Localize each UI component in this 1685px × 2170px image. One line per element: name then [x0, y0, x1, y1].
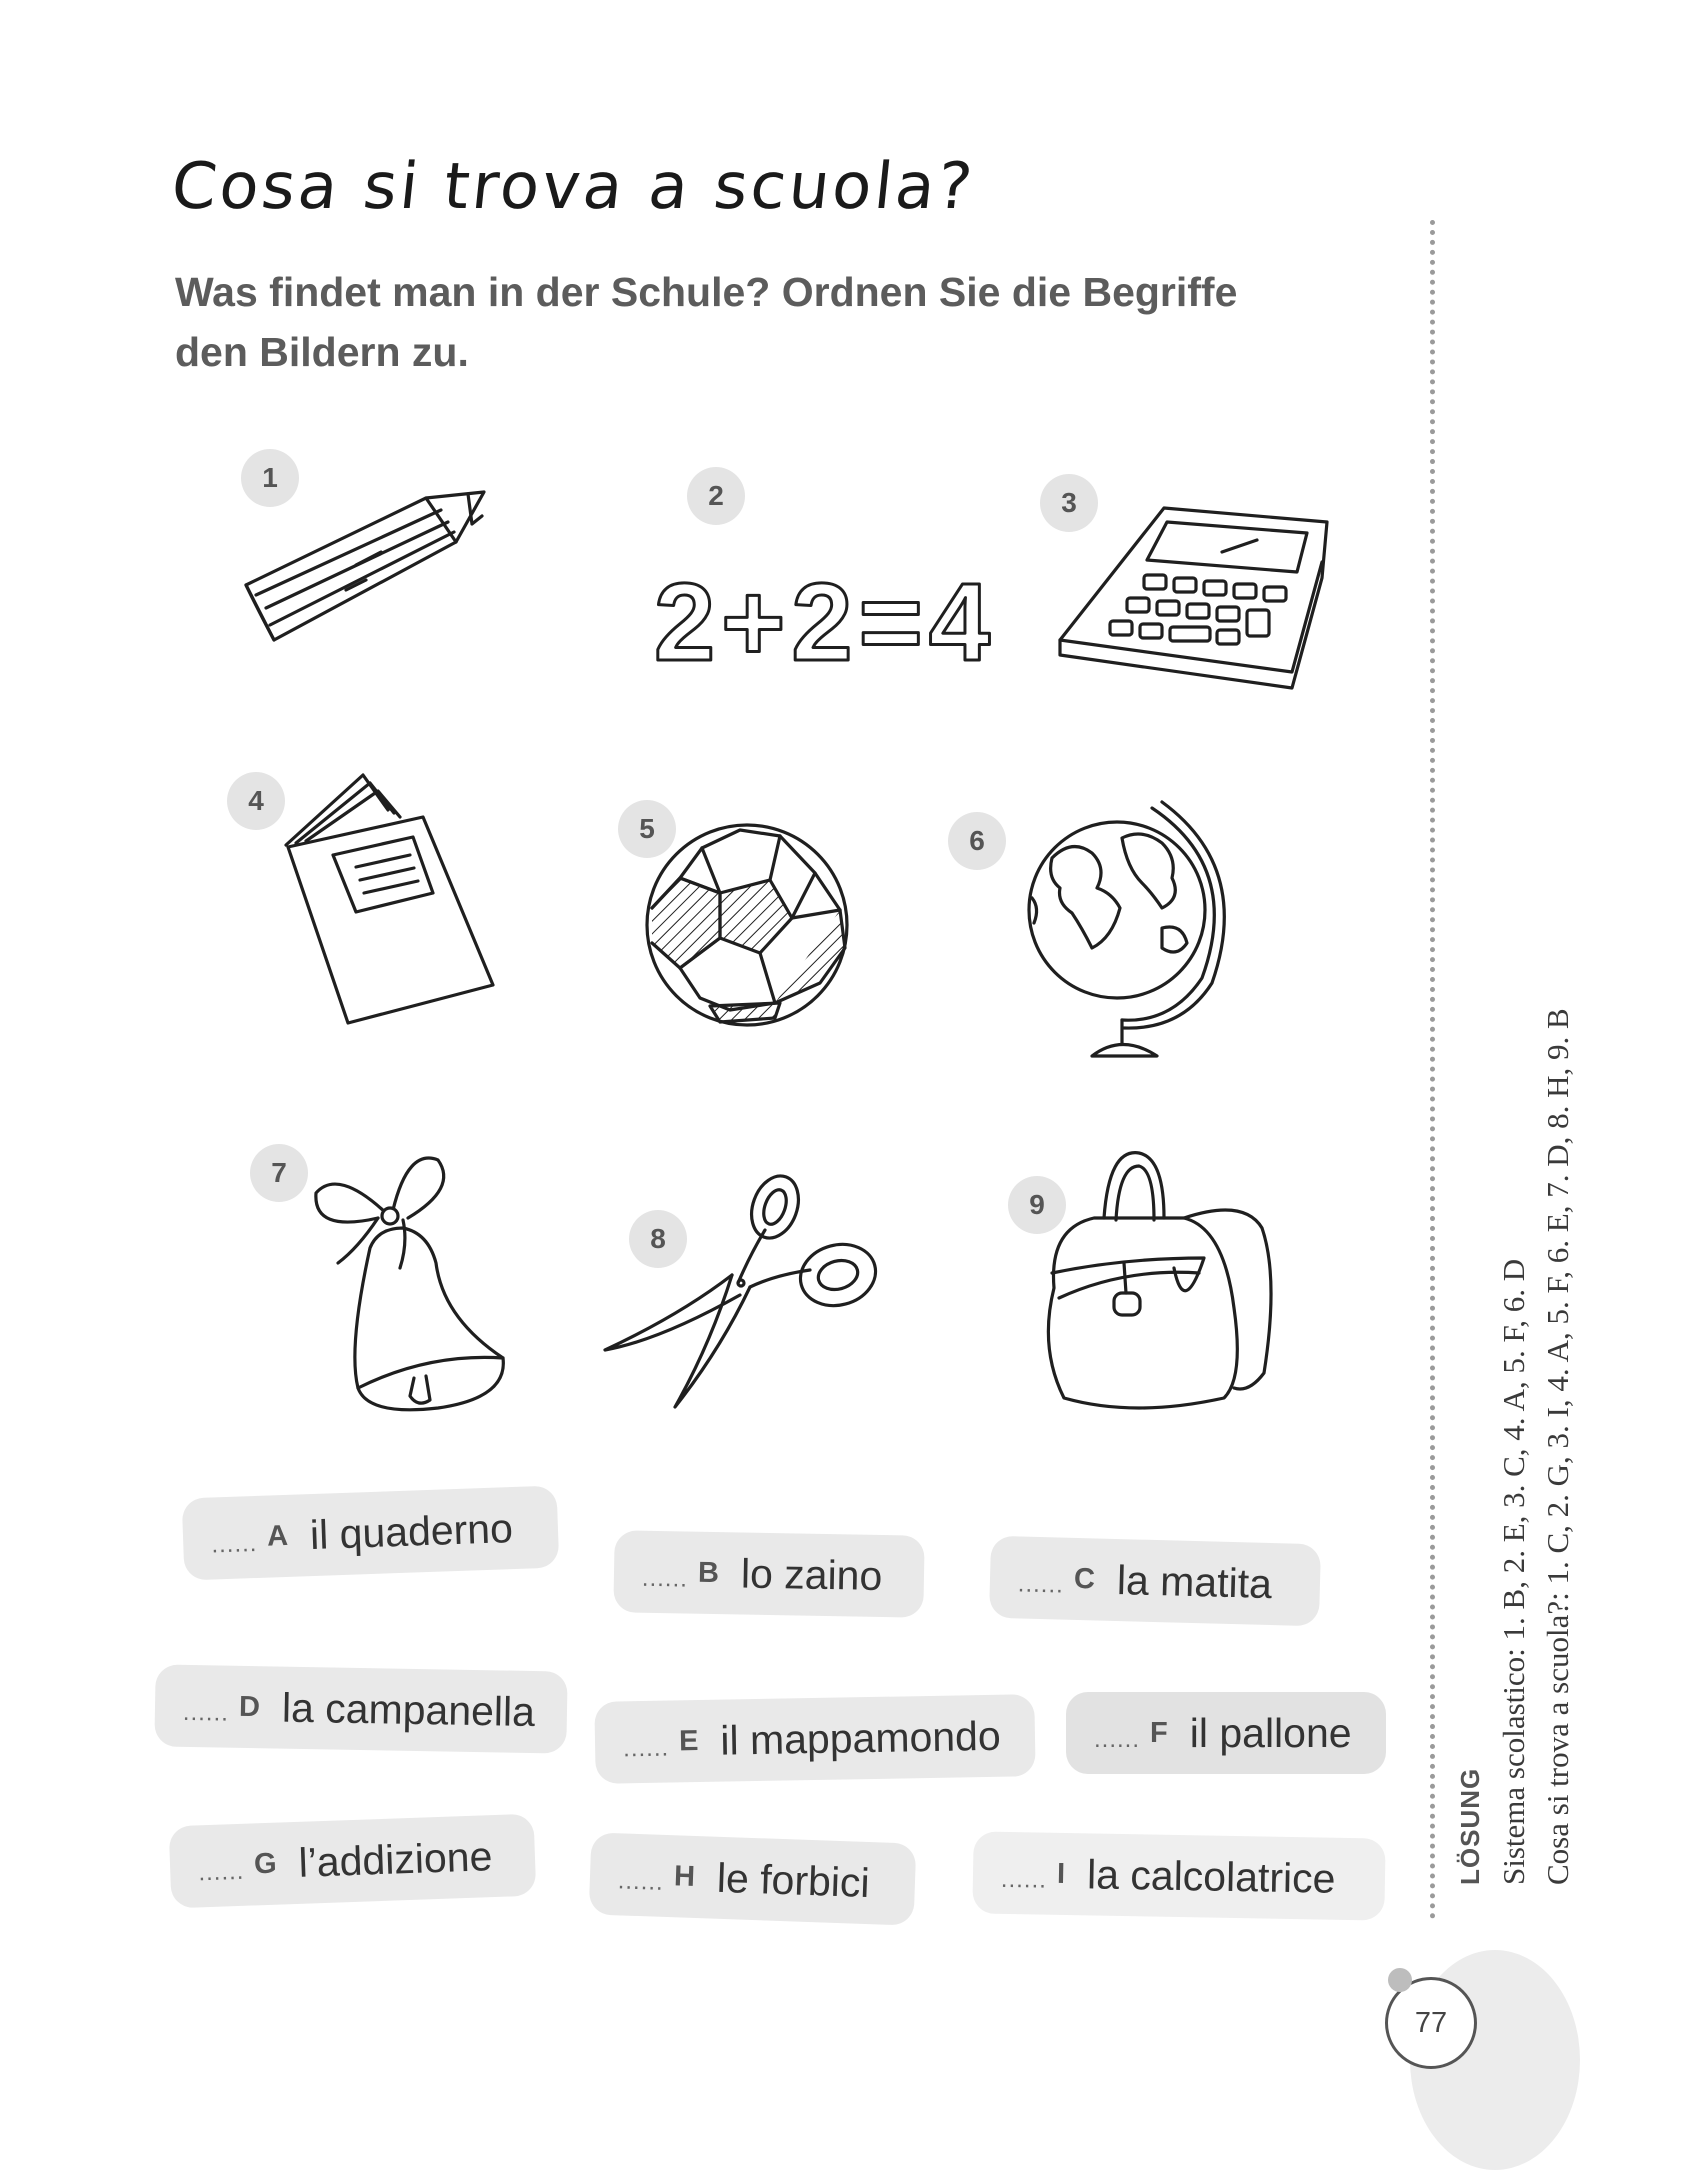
bell-icon [308, 1148, 513, 1413]
answer-blank: ...... [1094, 1726, 1141, 1753]
answer-blank: ...... [197, 1857, 245, 1887]
number-badge-1: 1 [241, 449, 299, 507]
option-d [154, 1664, 567, 1753]
answer-blank: ...... [210, 1529, 258, 1559]
answer-blank: ...... [1017, 1570, 1065, 1599]
option-word: il pallone [1189, 1709, 1352, 1756]
option-f [1066, 1692, 1386, 1774]
number-badge-6: 6 [948, 812, 1006, 870]
number-badge-2: 2 [687, 467, 745, 525]
option-b [613, 1530, 924, 1617]
equation-text: 2+2=4 [654, 561, 997, 684]
option-letter: C [1073, 1562, 1096, 1595]
number-badge-7: 7 [250, 1144, 308, 1202]
option-letter: B [697, 1556, 720, 1589]
number-badge-9: 9 [1008, 1176, 1066, 1234]
option-word: il mappamondo [719, 1712, 1002, 1764]
solution-header: LÖSUNG [1455, 1767, 1485, 1885]
option-letter: F [1150, 1716, 1168, 1749]
instructions: Was findet man in der Schule? Ordnen Sie die Begriffe den Bildern zu. [175, 269, 1238, 375]
number-badge-8: 8 [629, 1210, 687, 1268]
option-word: l’addizione [297, 1832, 494, 1886]
option-letter: D [238, 1690, 261, 1723]
backpack-icon [1034, 1148, 1284, 1413]
scissors-icon [600, 1175, 880, 1410]
dotted-divider [1430, 220, 1435, 1920]
option-c [989, 1536, 1321, 1627]
solution-line-2: Cosa si trova a scuola?: 1. C, 2. G, 3. I, 4. A, 5. F, 6. E, 7. D, 8. H, 9. B [1540, 1008, 1575, 1885]
option-letter: G [253, 1847, 278, 1880]
option-word: la matita [1116, 1556, 1273, 1607]
calculator-icon [1052, 500, 1332, 695]
option-word: le forbici [716, 1854, 871, 1906]
answer-blank: ...... [1000, 1865, 1048, 1894]
addition-equation-image [650, 560, 997, 684]
page-dot-decoration [1388, 1968, 1412, 1992]
solution-line-1: Sistema scolastico: 1. B, 2. E, 3. C, 4. A, 5. F, 6. D [1496, 1258, 1531, 1885]
option-letter: H [673, 1859, 696, 1893]
option-word: la calcolatrice [1086, 1850, 1336, 1902]
option-word: lo zaino [740, 1550, 883, 1599]
option-word: il quaderno [309, 1504, 514, 1558]
option-letter: A [266, 1519, 289, 1553]
number-badge-5: 5 [618, 800, 676, 858]
pencil-icon [236, 480, 496, 650]
soccer-ball-icon [640, 818, 855, 1033]
answer-blank: ...... [641, 1564, 689, 1593]
option-h [589, 1832, 917, 1925]
globe-icon [1012, 798, 1237, 1060]
option-word: la campanella [281, 1684, 536, 1735]
number-badge-4: 4 [227, 772, 285, 830]
option-letter: E [678, 1724, 699, 1757]
option-letter: I [1056, 1857, 1066, 1890]
notebook-icon [278, 765, 498, 1027]
option-e [594, 1694, 1035, 1784]
page-number: 77 [1385, 1977, 1477, 2069]
answer-blank: ...... [617, 1867, 665, 1896]
option-i [972, 1831, 1385, 1920]
solution-box [1448, 885, 1580, 1885]
number-badge-3: 3 [1040, 474, 1098, 532]
option-a [182, 1485, 560, 1580]
page-title: Cosa si trova a scuola? [168, 150, 979, 224]
option-g [169, 1814, 537, 1909]
answer-blank: ...... [182, 1698, 230, 1727]
answer-blank: ...... [622, 1734, 670, 1763]
